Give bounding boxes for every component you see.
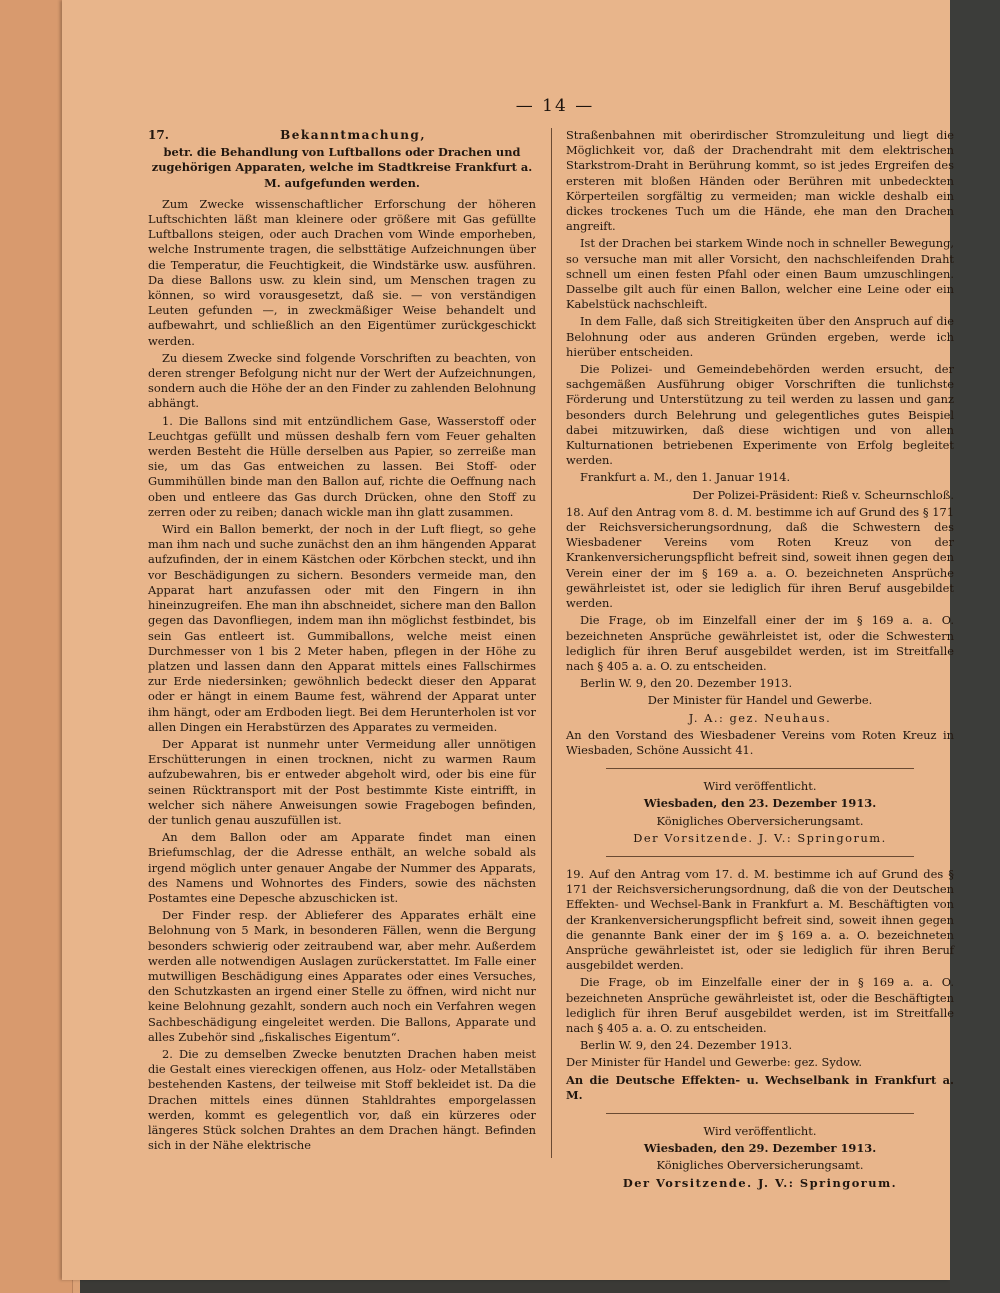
right-column — [566, 128, 954, 1193]
separator-rule — [606, 856, 914, 857]
section-17-heading — [148, 128, 536, 143]
section-title: Bekanntmachung, — [280, 128, 426, 142]
column-divider — [551, 128, 552, 1158]
scan-background — [950, 0, 1000, 1293]
paragraph: Die Frage, ob im Einzelfalle einer der in § 169 a. a. O. bezeichneten Ansprüche gewährleistet ist, oder die Beschäftigten lediglich für ihren Beruf ausgebildet werden, ist im Streitfalle nach § 405 a. a. O. zu entscheiden. — [566, 975, 954, 1035]
left-column — [148, 128, 536, 1155]
signature-line: Der Polizei-Präsident: Rieß v. Scheurnschloß. — [692, 487, 954, 502]
paragraph: Ist der Drachen bei starkem Winde noch in schneller Bewegung, so versuche man mit aller Vorsicht, den nachschleifenden Draht schnell um einen festen Pfahl oder einen Baum umzuschlingen. Dasselbe gilt auch für einen Ballon, welcher eine Leine oder ein Kabelstück nachschleift. — [566, 236, 954, 312]
paragraph: In dem Falle, daß sich Streitigkeiten über den Anspruch auf die Belohnung oder aus anderen Gründen ergeben, werde ich hierüber entscheiden. — [566, 314, 954, 359]
signature-line: Der Minister für Handel und Gewerbe. — [647, 693, 873, 708]
paragraph: An dem Ballon oder am Apparate findet man einen Briefumschlag, der die Adresse enthält, an welche sobald als irgend möglich unter genauer Angabe der Nummer des Apparats, des Namens und Wohnortes des Finders, sowie des nächsten Postamtes eine Depesche abzuschicken ist. — [148, 830, 536, 905]
paragraph: Zum Zwecke wissenschaftlicher Erforschung der höheren Luftschichten läßt man kleinere oder größere mit Gas gefüllte Luftballons steigen, oder auch Drachen vom Winde emporheben, welche Instrumente tragen, die selbsttätige Aufzeichnungen über die Temperatur, die Feuchtigkeit, die Windstärke usw. ausführen. Da diese Ballons usw. zu klein sind, um Menschen tragen zu können, so wird vorausgesetzt, daß sie. — von verständigen Leuten gefunden —, in zweckmäßiger Weise behandelt und aufbewahrt, und schließlich an den Eigentümer zurückgeschickt werden. — [148, 196, 536, 348]
signature-line: Der Vorsitzende. J. V.: Springorum. — [633, 830, 887, 845]
separator-rule — [606, 768, 914, 769]
paragraph: Zu diesem Zwecke sind folgende Vorschriften zu beachten, von deren strenger Befolgung nicht nur der Wert der Aufzeichnungen, sondern auch die Höhe der an den Finder zu zahlenden Belohnung abhängt. — [148, 350, 536, 411]
signature-line: J. A.: gez. Neuhaus. — [688, 710, 832, 725]
addressee: An den Vorstand des Wiesbadener Vereins vom Roten Kreuz in Wiesbaden, Schöne Aussicht 41. — [566, 727, 954, 757]
paragraph: Der Apparat ist nunmehr unter Vermeidung aller unnötigen Erschütterungen in einen trocknen, nicht zu warmen Raum aufzubewahren, bis er entweder abgeholt wird, oder bis eine für seinen Rücktransport mit der Post bestimmte Kiste eintrifft, in welcher sich nähere Anweisungen sowie Fragebogen befinden, der tunlich genau auszufüllen ist. — [148, 736, 536, 827]
date-line: Wiesbaden, den 23. Dezember 1913. — [643, 796, 877, 811]
publication-note: Wird veröffentlicht. — [703, 1123, 817, 1138]
section-number: 17. — [148, 128, 169, 142]
paragraph: Wird ein Ballon bemerkt, der noch in der Luft fliegt, so gehe man ihm nach und suche zunächst den an ihm hängenden Apparat aufzufinden, der in einem Kästchen oder Körbchen steckt, und ihn vor Beschädigungen zu sichern. Besonders vermeide man, den Apparat hart anzufassen oder mit den Fingern in ihn hineinzugreifen. Ehe man ihn abschneidet, sichere man den Ballon gegen das Davonfliegen, indem man ihn möglichst festbindet, bis sein Gas entleert ist. Gummiballons, welche meist einen Durchmesser von 1 bis 2 Meter haben, pflegen in der Höhe zu platzen und lassen dann den Apparat mittels eines Fallschirmes zur Erde niedersinken; gewöhnlich bedeckt dieser den Apparat oder er hängt in einem Baume fest, während der Apparat unter ihm hängt, oder am Erdboden liegt. Bei dem Herunterholen ist vor allen Dingen ein Herabstürzen des Apparates zu vermeiden. — [148, 522, 536, 734]
paragraph: Der Finder resp. der Ablieferer des Apparates erhält eine Belohnung von 5 Mark, in besonderen Fällen, wenn die Bergung besonders schwierig oder zeitraubend war, aber mehr. Außerdem werden alle notwendigen Auslagen zurückerstattet. Im Falle einer mutwilligen Beschädigung eines Apparates oder eines Versuches, den Schutzkasten an irgend einer Stelle zu öffnen, wird nicht nur keine Belohnung gezahlt, sondern auch noch ein Verfahren wegen Sachbeschädigung eingeleitet werden. Die Ballons, Apparate und alles Zubehör sind „fiskalisches Eigentum“. — [148, 908, 536, 1044]
paragraph: Straßenbahnen mit oberirdischer Stromzuleitung und liegt die Möglichkeit vor, daß der Drachendraht mit dem elektrischen Starkstrom-Draht in Berührung kommt, so ist jedes Ergreifen des ersteren mit bloßen Händen oder Berühren mit unbedeckten Körperteilen sorgfältig zu vermeiden; man wickle deshalb ein dickes trockenes Tuch um die Hände, ehe man den Drachen angreift. — [566, 128, 954, 234]
separator-rule — [606, 1113, 914, 1114]
date-line: Wiesbaden, den 29. Dezember 1913. — [643, 1141, 877, 1156]
signature-line: Der Vorsitzende. J. V.: Springorum. — [622, 1175, 898, 1190]
office-name: Königliches Oberversicherungsamt. — [656, 1158, 864, 1173]
section-19: 19. Auf den Antrag vom 17. d. M. bestimme ich auf Grund des § 171 der Reichsversicherungsordnung, daß die von der Deutschen Effekten- und Wechsel-Bank in Frankfurt a. M. Beschäftigten von der Krankenversicherungspflicht befreit sind, soweit ihnen gegen die genannte Bank einer der im § 169 a. a. O. bezeichneten Ansprüche gewährleistet ist, oder sie lediglich für ihren Beruf ausgebildet werden. — [566, 866, 954, 973]
publication-note: Wird veröffentlicht. — [703, 779, 817, 794]
paragraph: 2. Die zu demselben Zwecke benutzten Drachen haben meist die Gestalt eines viereckigen offenen, aus Holz- oder Metallstäben bestehenden Kastens, der teilweise mit Stoff bekleidet ist. Da die Drachen mittels eines dünnen Stahldrahtes emporgelassen werden, kommt es gelegentlich vor, daß ein kürzeres oder längeres Stück solchen Drahtes an dem Drachen hängt. Befinden sich in der Nähe elektrische — [148, 1046, 536, 1153]
page-number: — 14 — — [515, 96, 595, 116]
section-18: 18. Auf den Antrag vom 8. d. M. bestimme ich auf Grund des § 171 der Reichsversicherungsordnung, daß die Schwestern des Wiesbadener Vereins vom Roten Kreuz von der Krankenversicherungspflicht befreit sind, soweit ihnen gegen den Verein einer der im § 169 a. a. O. bezeichneten Ansprüche gewährleistet ist, oder sie lediglich für ihren Beruf ausgebildet werden. — [566, 504, 954, 611]
date-line: Berlin W. 9, den 20. Dezember 1913. — [580, 676, 793, 691]
date-line: Frankfurt a. M., den 1. Januar 1914. — [580, 470, 791, 485]
office-name: Königliches Oberversicherungsamt. — [656, 813, 864, 828]
paragraph: Die Frage, ob im Einzelfall einer der im § 169 a. a. O. bezeichneten Ansprüche gewährleistet ist, oder die Schwestern lediglich für ihren Beruf ausgebildet werden, ist im Streitfalle nach § 405 a. a. O. zu entscheiden. — [566, 613, 954, 673]
section-subtitle: betr. die Behandlung von Luftballons oder Drachen und zugehörigen Apparaten, welche im Stadtkreise Frankfurt a. M. aufgefunden werden. — [151, 145, 533, 190]
signature-line: Der Minister für Handel und Gewerbe: gez. Sydow. — [566, 1055, 862, 1070]
paragraph: Die Polizei- und Gemeindebehörden werden ersucht, der sachgemäßen Ausführung obiger Vorschriften die tunlichste Förderung und Unterstützung zu teil werden zu lassen und ganz besonders durch Belehrung und gelegentliches gutes Beispiel dabei mitzuwirken, daß diese wichtigen und von allen Kulturnationen betriebenen Experimente von Erfolg begleitet werden. — [566, 362, 954, 468]
paragraph: 1. Die Ballons sind mit entzündlichem Gase, Wasserstoff oder Leuchtgas gefüllt und müssen deshalb fern vom Feuer gehalten werden Besteht die Hülle derselben aus Papier, so zerreiße man sie, um das Gas entweichen zu lassen. Bei Stoff- oder Gummihüllen binde man den Ballon auf, richte die Oeffnung nach oben und entleere das Gas durch Drücken, ohne den Stoff zu zerren oder zu reiben; danach wickle man ihn glatt zusammen. — [148, 413, 536, 519]
date-line: Berlin W. 9, den 24. Dezember 1913. — [580, 1038, 793, 1053]
addressee: An die Deutsche Effekten- u. Wechselbank in Frankfurt a. M. — [566, 1072, 954, 1102]
